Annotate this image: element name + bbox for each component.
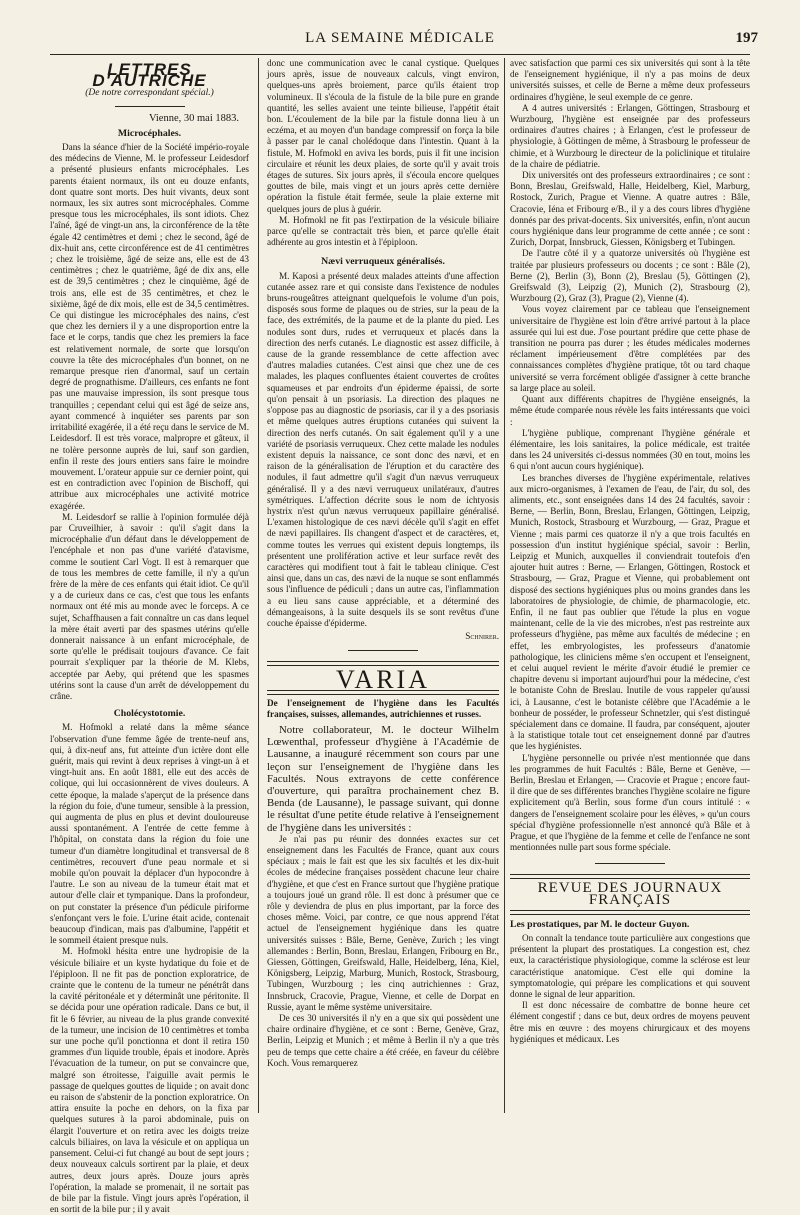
paragraph: Les branches diverses de l'hygiène expérimentale, relatives aux micro-organismes, à l'examen de l'eau, de l'air, du sol, des aliments, etc., sont enseignées dans 14 des 24 facultés, savoir : Berne, — Berlin, Bonn, Breslau, Erlangen, Göttingen, Leipzig, Munich, Rostock, Strasbourg et Wurzbourg, — Graz, Prague et Vienne ; mais parmi ces quatorze il n'y a que trois facultés en possession d'un institut hygiénique spécial, savoir : Berlin, Leipzig et Munich, auxquelles il conviendrait toutefois d'en ajouter huit autres : Berne, — Erlangen, Göttingen, Rostock et Strasbourg, — Graz, Prague et Vienne, qui probablement ont disposé des sections hygiéniques plus ou moins grandes dans les laboratoires de physiologie, de chimie, de pharmacologie, etc. Enfin, il ne faut pas oublier que l'étude la plus en vogue maintenant, celle de la vie des microbes, n'est pas restreinte aux professeurs d'hygiène, pas même aux facultés de médecine ; en effet, les embryologistes, les professeurs d'anatomie pathologique, les cliniciens même s'en occupent et l'enseignent, et celui auquel revient le mérite d'avoir étudié le premier ce chapitre devenu si important aujourd'hui pour la médecine, c'est le botaniste Cohn de Breslau. Inutile de vous rappeler qu'aussi ici, à Lausanne, c'est le botaniste célèbre que l'Académie a le bonheur de posséder, le professeur Schnetzler, qui s'est distingué spécialement dans ce domaine. Il faudra, par conséquent, ajouter à la statistique totale tout cet enseignement donné par d'autres que les hygiénistes. [510,472,750,752]
column-1 [50,58,249,1215]
column-3 [510,58,750,1113]
divider [348,650,418,651]
subheading-naevi: Nævi verruqueux généralisés. [321,256,445,268]
subheading-cholecystotomie: Cholécystotomie. [113,708,186,720]
dateline: Vienne, 30 mai 1883. [148,112,239,124]
page-number: 197 [735,30,758,46]
subheading-microcephales: Microcéphales. [117,127,182,139]
paragraph: Quant aux différents chapitres de l'hygiène enseignés, la même étude comparée nous révèle les faits intéressants que voici : [510,394,750,427]
varia-heading: VARIA [336,665,430,695]
revue-heading: REVUE DES JOURNAUX FRANÇAIS [537,880,723,908]
paragraph: Dans la séance d'hier de la Société império-royale des médecins de Vienne, M. le professeur Leidesdorf a présenté plusieurs enfants microcéphales. Les parents étaient normaux, ils ont eu douze enfants, dont quatre sont morts. Des huit vivants, deux sont normaux, les six autres sont microcéphales. Comme presque tous les microcéphales, ils sont idiots. Chez l'aîné, âgé de vingt-un ans, la circonférence de la tête égale 42 centimètres et demi ; chez le second, âgé de dix-huit ans, cette circonférence est de 41 centimètres ; chez le troisième, âgé de seize ans, elle est de 43 centimètres ; chez le quatrième, âgé de dix ans, elle est de 39,5 centimètres ; chez le cinquième, âgé de trois ans, elle est de 35 centimètres, et chez le sixième, âgé de dix mois, elle est de 34,5 centimètres. Ce qui distingue les microcéphales des nains, c'est que chez les derniers il y a une disproportion entre la face et le corps, tandis que chez les premiers la face est relativement normale, de sorte que lorsqu'on couvre la tête des microcéphales d'un bonnet, on ne remarque presque rien d'anormal, sauf un certain degré de prognathisme. D'ailleurs, ces enfants ne font pas une mauvaise impression, ils sont presque tous tranquilles ; cependant celui qui est âgé de seize ans, ayant commencé à inquiéter ses parents par son irritabilité exagérée, il a été reçu dans le service de M. Leidesdorf. Il est très vorace, malpropre et gâteux, il ne tolère personne auprès de lui, sauf son gardien, enfin il reste des jours entiers sans faire le moindre mouvement. L'orateur appuie sur ce dernier point, qui est en contradiction avec l'opinion de Bischoff, qui attribue aux microcéphales une activité motrice exagérée. [50,142,249,511]
paragraph: donc une communication avec le canal cystique. Quelques jours après, issue de nouveaux calculs, vingt environ, quelques-uns après broiement, parce qu'ils étaient trop volumineux. Il s'écoula de la fistule de la bile pure en grande quantité, les selles avaient une teinte bilieuse, l'appétit était bon. L'écoulement de la bile par la fistule donna lieu à un eczéma, et au moyen d'un bandage compressif on força la bile à passer par le canal cholédoque dans l'intestin. Quant à la fistule, M. Hofmokl en aviva les bords, puis il fit une incision circulaire et réunit les deux plaies, de sorte qu'il y avait trois étages de sutures. Six jours après, il s'écoula encore quelques gouttes de bile, mais vingt et un jours après cette dernière opération la fistule était fermée, seule la plaie externe mit quelques jours de plus à guérir. [267,58,499,214]
revue-frame-bottom [510,910,750,915]
paragraph: M. Hofmokl a relaté dans la même séance l'observation d'une femme âgée de trente-neuf ans, qui, à dix-neuf ans, fut atteinte d'un ictère dont elle guérit, mais qui revint à deux reprises à vingt-un à et vingt-huit ans. En août 1881, elle eut des accès de colique, qui lui occasionnèrent de vives douleurs. A cette époque, la malade s'aperçut de la présence dans la région du foie, d'une tumeur, sensible à la pression, qui augmenta de plus en plus et devint douloureuse aussi spontanément. A l'entrée de cette femme à l'hôpital, on constata dans la région du foie une tumeur d'un diamètre longitudinal et transversal de 8 centimètres, recouvert d'une peau normale et si mobile qu'on pouvait la déplacer d'un hypocondre à l'autre. Le son au niveau de la tumeur était mat et autour d'elle clair et tympanique. Dans la profondeur, on put constater la présence d'un pédicule piriforme s'enfonçant vers le foie. L'urine était acide, contenait beaucoup d'indican, mais pas d'albumine, l'appétit et le sommeil étaient presque nuls. [50,722,249,946]
paragraph: Il est donc nécessaire de combattre de bonne heure cet élément congestif ; dans ce but, deux ordres de moyens peuvent être mis en œuvre : des moyens chirurgicaux et des moyens hygiéniques et médicaux. Les [510,1000,750,1044]
revue-frame-top [510,874,750,879]
paragraph: M. Hofmokl ne fit pas l'extirpation de la vésicule biliaire parce qu'elle se contractait très bien, et parce qu'elle était adhérente au gros intestin et à l'épiploon. [267,214,499,248]
column-separator-1 [258,58,259,1113]
varia-subtitle: De l'enseignement de l'hygiène dans les Facultés françaises, suisses, allemandes, autrichiennes et russes. [267,697,499,719]
signature: Schnirer. [465,631,499,642]
paragraph: M. Hofmokl hésita entre une hydropisie de la vésicule biliaire et un kyste hydatique du foie et de l'épiploon. Il ne fit pas de ponction exploratrice, de crainte que le contenu de la tumeur ne pénétrât dans la cavité péritonéale et y déterminât une péritonite. Il se décida pour une opération radicale. Dans ce but, il fit le 6 février, au niveau de la plus grande convexité de la tumeur, une incision de 10 centimètres et tomba sur une poche qu'il ponctionna et dont il retira 150 grammes d'un liquide trouble, épais et inodore. Après l'évacuation de la tumeur, on put se convaincre que, malgré son étroitesse, l'aiguille avait permis le passage de quelques gouttes de liquide ; on avait donc eu raison de s'abstenir de la ponction exploratrice. On attira ensuite la poche en dehors, on la fixa par quelques sutures à la paroi abdominale, puis on élargit l'ouverture et on retira avec les doigts treize calculs biliaires, on lava la vésicule et on appliqua un pansement. Celui-ci fut changé au bout de sept jours ; deux nouveaux calculs sortirent par la plaie, et deux autres, deux jours après. Douze jours après l'opération, la malade se promenait, il ne sortait pas de bile par la fistule. Vingt jours après l'opération, il en sortit de la bile pur ; il y avait [50,946,249,1215]
section-heading-lettres: LETTRES D'AUTRICHE [92,60,207,91]
paragraph: De ces 30 universités il n'y en a que six qui possèdent une chaire ordinaire d'hygiène, et ce sont : Berne, Genève, Graz, Berlin, Leipzig et Munich ; et même à Berlin il n'y a que très peu de temps que cette chaire a été créée, en faveur du célèbre Koch. Vous remarquerez [267,1013,499,1068]
divider [595,863,665,864]
paragraph: Notre collaborateur, M. le docteur Wilhelm Lœwenthal, professeur d'hygiène à l'Académie de Lausanne, a inauguré récemment son cours par une leçon sur l'enseignement de l'hygiène dans les Facultés. Nous extrayons de cette conférence d'ouverture, qui paraîtra prochainement chez B. Benda (de Lausanne), le passage suivant, qui donne le résultat d'une petite étude relative à l'enseignement de l'hygiène dans les universités : [267,723,499,834]
journal-title: LA SEMAINE MÉDICALE [305,30,495,46]
header-rule [50,54,750,55]
paragraph: Je n'ai pas pu réunir des données exactes sur cet enseignement dans les Facultés de France, quant aux cours spéciaux ; mais le fait est que les six facultés et les dix-huit écoles de médecine françaises possèdent chacune leur chaire d'hygiène, et que c'est en France surtout que l'hygiène pratique a toujours joué un grand rôle. Il est donc à présumer que ce rôle y deviendra de plus en plus important, par la force des choses même. Voici, par contre, ce que nous apprend l'état actuel de l'enseignement hygiénique dans les quatre universités suisses : Bâle, Berne, Genève, Zurich ; les vingt allemandes : Berlin, Bonn, Breslau, Erlangen, Fribourg en Br., Giessen, Göttingen, Greifswald, Halle, Heidelberg, Iéna, Kiel, Königsberg, Leipzig, Marburg, Munich, Rostock, Strasbourg, Tubingen, Wurzbourg ; les cinq autrichiennes : Graz, Innsbruck, Cracovie, Prague, Vienne, et celle de Dorpat en Russie, ayant le même système universitaire. [267,833,499,1012]
paragraph: Dix universités ont des professeurs extraordinaires ; ce sont : Bonn, Breslau, Greifswald, Halle, Heidelberg, Kiel, Marburg, Rostock, Zurich, Prague et Vienne. A quatre autres : Bâle, Cracovie, Iéna et Fribourg e/B., il y a des cours libres d'hygiène donnés par des privat-docents. Six universités, enfin, n'ont aucun cours hygiénique dans leur programme de cette année ; ce sont : Zurich, Dorpat, Innsbruck, Giessen, Königsberg et Tubingen. [510,170,750,248]
column-separator-2 [504,58,505,1113]
paragraph: On connaît la tendance toute particulière aux congestions que présentent la plupart des prostatiques. La congestion est, chez eux, la caractéristique physiologique, comme la sclérose est leur caractéristique anatomique. C'est elle qui domine la symptomatologie, qui prépare les complications et qui souvent donne le signal de leur apparition. [510,933,750,1000]
paragraph: L'hygiène publique, comprenant l'hygiène générale et élémentaire, les lois sanitaires, la police médicale, est traitée dans les 24 universités ci-dessus nommées (30 en tout, moins les 6 qui n'ont aucun cours hygiénique). [510,427,750,472]
paragraph: Vous voyez clairement par ce tableau que l'enseignement universitaire de l'hygiène est loin d'être arrivé partout à la place assurée qui lui est due. J'ose pourtant prédire que cette phase de transition ne pourra pas durer ; les études médicales modernes réclament impérieusement d'être complétées par des connaissances complètes d'hygiène pratique, tôt ou tard chaque université se verra forcément obligée d'assigner à cette branche sa large place au soleil. [510,304,750,393]
revue-subtitle: Les prostatiques, par M. le docteur Guyon. [510,918,690,930]
column-2 [267,58,499,1113]
paragraph: L'hygiène personnelle ou privée n'est mentionnée que dans les programmes de huit Facultés : Bâle, Berne et Genève, — Berlin, Breslau et Erlangen, — Cracovie et Prague ; encore faut-il dire que de ses différentes branches l'hygiène scolaire ne figure explicitement qu'à Berlin, sous forme d'un cours intitulé : « dangers de l'enseignement scolaire pour les élèves, » qu'un cours spécial d'hygiène professionnelle n'est annoncé qu'à Bâle et à Prague, et que l'hygiène de la femme et celle de l'enfance ne sont mentionnées nulle part sous forme spéciale. [510,752,750,853]
paragraph: De l'autre côté il y a quatorze universités où l'hygiène est traitée par plusieurs professeurs ou docents ; ce sont : Bâle (2), Berne (2), Berlin (3), Bonn (2), Breslau (5), Göttingen (2), Greifswald (3), Leipzig (2), Munich (2), Strasbourg (2), Wurzbourg (2), Graz (3), Prague (2), Vienne (4). [510,248,750,304]
paragraph: M. Kaposi a présenté deux malades atteints d'une affection cutanée assez rare et qui consiste dans l'existence de nodules bruns-rougeâtres atteignant quelquefois le volume d'un pois, disposés sous forme de plaques ou de stries, sur la peau de la face, des extrémités, de la paume et de la plante du pied. Les nodules sont durs, rudes et verruqueux et placés dans la direction des nerfs cutanés. Le diagnostic est assez difficile, à cause de la grande ressemblance de cette affection avec d'autres maladies cutanées. C'est ainsi que chez une de ces malades, les plaques confluentes étaient couvertes de croûtes squameuses et par endroits d'un épiderme épaissi, de sorte qu'on pensait à un psoriasis. La direction des plaques ne s'oppose pas au diagnostic de psoriasis, car il y a des psoriasis et même quelques autres éruptions cutanées qui suivent la direction des nerfs cutanés. On sait également qu'il y a une variété de psoriasis verruqueux. Chez cette malade les nodules existent depuis la naissance, ce sont donc des nævi, et en raison de la généralisation de l'éruption et du caractère des nodules, il faut admettre qu'il s'agit d'un nævus verruqueux généralisé. Il y a des nævi verruqueux unilatéraux, d'autres symétriques. L'affection décrite sous le nom de ichtyosis hystrix n'est qu'un nævus verruqueux papillaire généralisé. L'examen histologique de ces nævi décèle qu'il s'agit en effet de nævi papillaires. Ils changent d'aspect et de caractères, et, comme toutes les verrues qui existent depuis longtemps, ils présentent une prolifération active et leur surface revêt des caractères qui modifient tout à fait le tableau clinique. C'est ainsi que, dans un cas, des nævi de la nuque se sont enflammés sous l'influence de pédiculi ; dans un autre cas, l'inflammation a eu lieu sans cause appréciable, et a déterminé des démangeaisons, à la suite desquels ils se sont revêtus d'une couche épaisse d'épiderme. [267,270,499,628]
page-header [0,30,800,52]
paragraph: avec satisfaction que parmi ces six universités qui sont à la tête de l'enseignement hygiénique, il n'y a pas moins de deux universités suisses, et celle de Berne a même deux professeurs ordinaires d'hygiène, le seul exemple de ce genre. [510,58,750,102]
paragraph: A 4 autres universités : Erlangen, Göttingen, Strasbourg et Wurzbourg, l'hygiène est enseignée par des professeurs ordinaires d'autres chaires ; à Erlangen, c'est le professeur de physiologie, à Göttingen de même, à Strasbourg le professeur de chimie, et à Wurzbourg le directeur de la policlinique et titulaire de la chaire de pédiatrie. [510,102,750,169]
paragraph: M. Leidesdorf se rallie à l'opinion formulée déjà par Cruveilhier, à savoir : qu'il s'agit dans la microcéphalie d'un défaut dans le développement de l'encéphale et non pas d'une variété d'atavisme, comme le soutient Carl Vogt. Il est à remarquer que de tous les membres de cette famille, il n'y a qu'un frère de la mère de ces enfants qui était idiot. Ce qu'il y a de curieux dans ce cas, c'est que tous les enfants normaux ont été mis au monde avec le forceps. A ce sujet, Schaffhausen a fait connaître un cas dans lequel la mère était averti par des spasmes utérins qu'elle donnerait naissance à un enfant microcéphale, de sorte qu'elle le prédisait toujours d'avance. Ce fait pourrait s'expliquer par la théorie de M. Klebs, acceptée par Aeby, qui prétend que les spasmes utérins sont la cause d'un arrêt de développement du crâne. [50,511,249,701]
divider [115,106,185,107]
correspondent-note: (De notre correspondant spécial.) [85,88,214,99]
